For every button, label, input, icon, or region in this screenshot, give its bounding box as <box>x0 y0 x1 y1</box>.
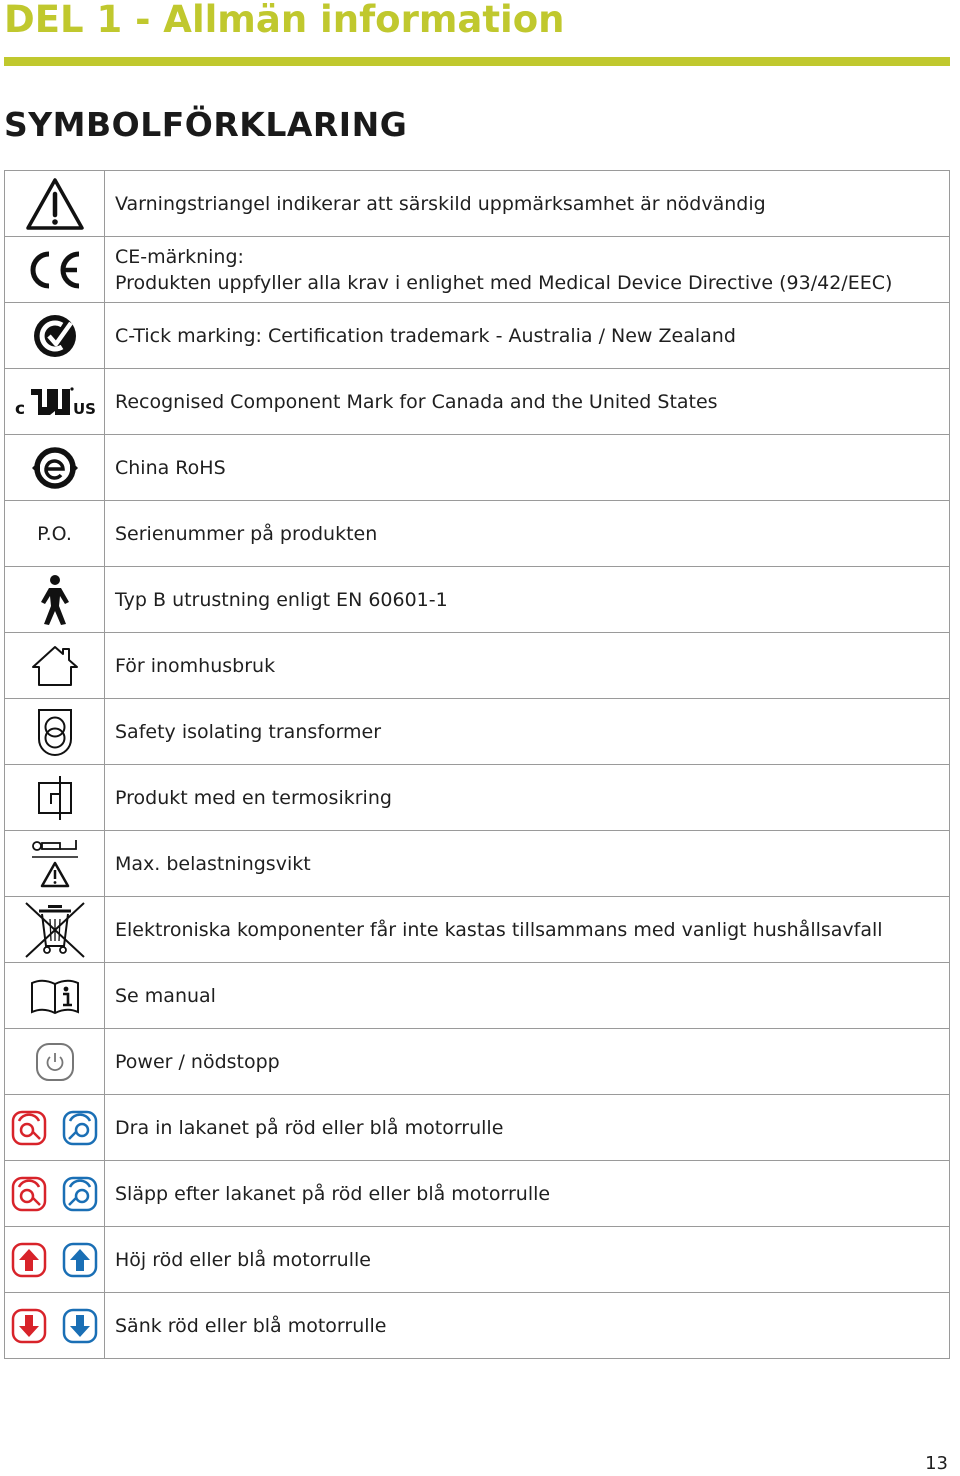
row-description-detail: Produkten uppfyller alla krav i enlighet med Medical Device Directive (93/42/EEC) <box>115 271 893 294</box>
roller-pull-in-red-icon <box>11 1110 47 1146</box>
ul-c-letter: c <box>14 398 25 419</box>
table-row <box>5 1293 950 1359</box>
ul-us-letters: US <box>72 399 96 418</box>
row-description: Elektroniska komponenter får inte kastas tillsammans med vanligt hushållsavfall <box>115 918 883 941</box>
row-description: Sänk röd eller blå motorrulle <box>115 1314 387 1337</box>
row-description: Serienummer på produkten <box>115 522 378 545</box>
chapter-title: DEL 1 - Allmän information <box>4 0 565 41</box>
row-description: Max. belastningsvikt <box>115 852 311 875</box>
roller-pull-in-blue-icon <box>62 1110 98 1146</box>
row-description: Typ B utrustning enligt EN 60601-1 <box>115 588 448 611</box>
page-number: 13 <box>925 1453 948 1474</box>
row-description: Recognised Component Mark for Canada and the United States <box>115 390 718 413</box>
table-row <box>5 1161 950 1227</box>
row-description: Dra in lakanet på röd eller blå motorrulle <box>115 1116 504 1139</box>
weee-bin-icon <box>23 901 87 959</box>
table-row <box>5 1029 950 1095</box>
row-description: China RoHS <box>115 456 226 479</box>
table-row <box>5 765 950 831</box>
po-label: P.O. <box>37 522 72 545</box>
c-tick-icon <box>31 312 79 360</box>
table-row <box>5 567 950 633</box>
table-row <box>5 501 950 567</box>
table-row <box>5 171 950 237</box>
arrow-up-blue-icon <box>62 1242 98 1278</box>
symbol-table <box>4 170 950 1359</box>
max-load-icon <box>28 837 82 891</box>
thermal-fuse-icon <box>35 774 75 822</box>
power-icon <box>34 1041 76 1083</box>
warning-triangle-icon <box>25 177 85 231</box>
row-description: Se manual <box>115 984 216 1007</box>
header-rule <box>4 57 950 66</box>
row-description: Varningstriangel indikerar att särskild uppmärksamhet är nödvändig <box>115 192 766 215</box>
row-description: Power / nödstopp <box>115 1050 280 1073</box>
china-rohs-icon <box>30 445 80 491</box>
row-description: C-Tick marking: Certification trademark - Australia / New Zealand <box>115 324 736 347</box>
row-description: Släpp efter lakanet på röd eller blå motorrulle <box>115 1182 551 1205</box>
table-row <box>5 237 950 303</box>
roller-release-blue-icon <box>62 1176 98 1212</box>
roller-release-red-icon <box>11 1176 47 1212</box>
row-description: Produkt med en termosikring <box>115 786 392 809</box>
table-row <box>5 831 950 897</box>
house-icon <box>30 644 80 688</box>
transformer-icon <box>36 707 74 757</box>
row-description: För inomhusbruk <box>115 654 276 677</box>
arrow-down-red-icon <box>11 1308 47 1344</box>
table-row <box>5 1227 950 1293</box>
table-row <box>5 1095 950 1161</box>
type-b-person-icon <box>38 574 72 626</box>
arrow-up-red-icon <box>11 1242 47 1278</box>
table-row <box>5 897 950 963</box>
row-description: Safety isolating transformer <box>115 720 382 743</box>
ce-mark-icon <box>27 249 83 291</box>
arrow-down-blue-icon <box>62 1308 98 1344</box>
table-row <box>5 303 950 369</box>
section-title: SYMBOLFÖRKLARING <box>4 105 408 144</box>
table-row <box>5 435 950 501</box>
table-row <box>5 633 950 699</box>
manual-book-icon <box>29 976 81 1016</box>
ul-recognised-icon <box>14 385 96 419</box>
table-row <box>5 369 950 435</box>
row-description: Höj röd eller blå motorrulle <box>115 1248 371 1271</box>
row-description: CE-märkning: <box>115 245 244 268</box>
table-row <box>5 963 950 1029</box>
table-row <box>5 699 950 765</box>
